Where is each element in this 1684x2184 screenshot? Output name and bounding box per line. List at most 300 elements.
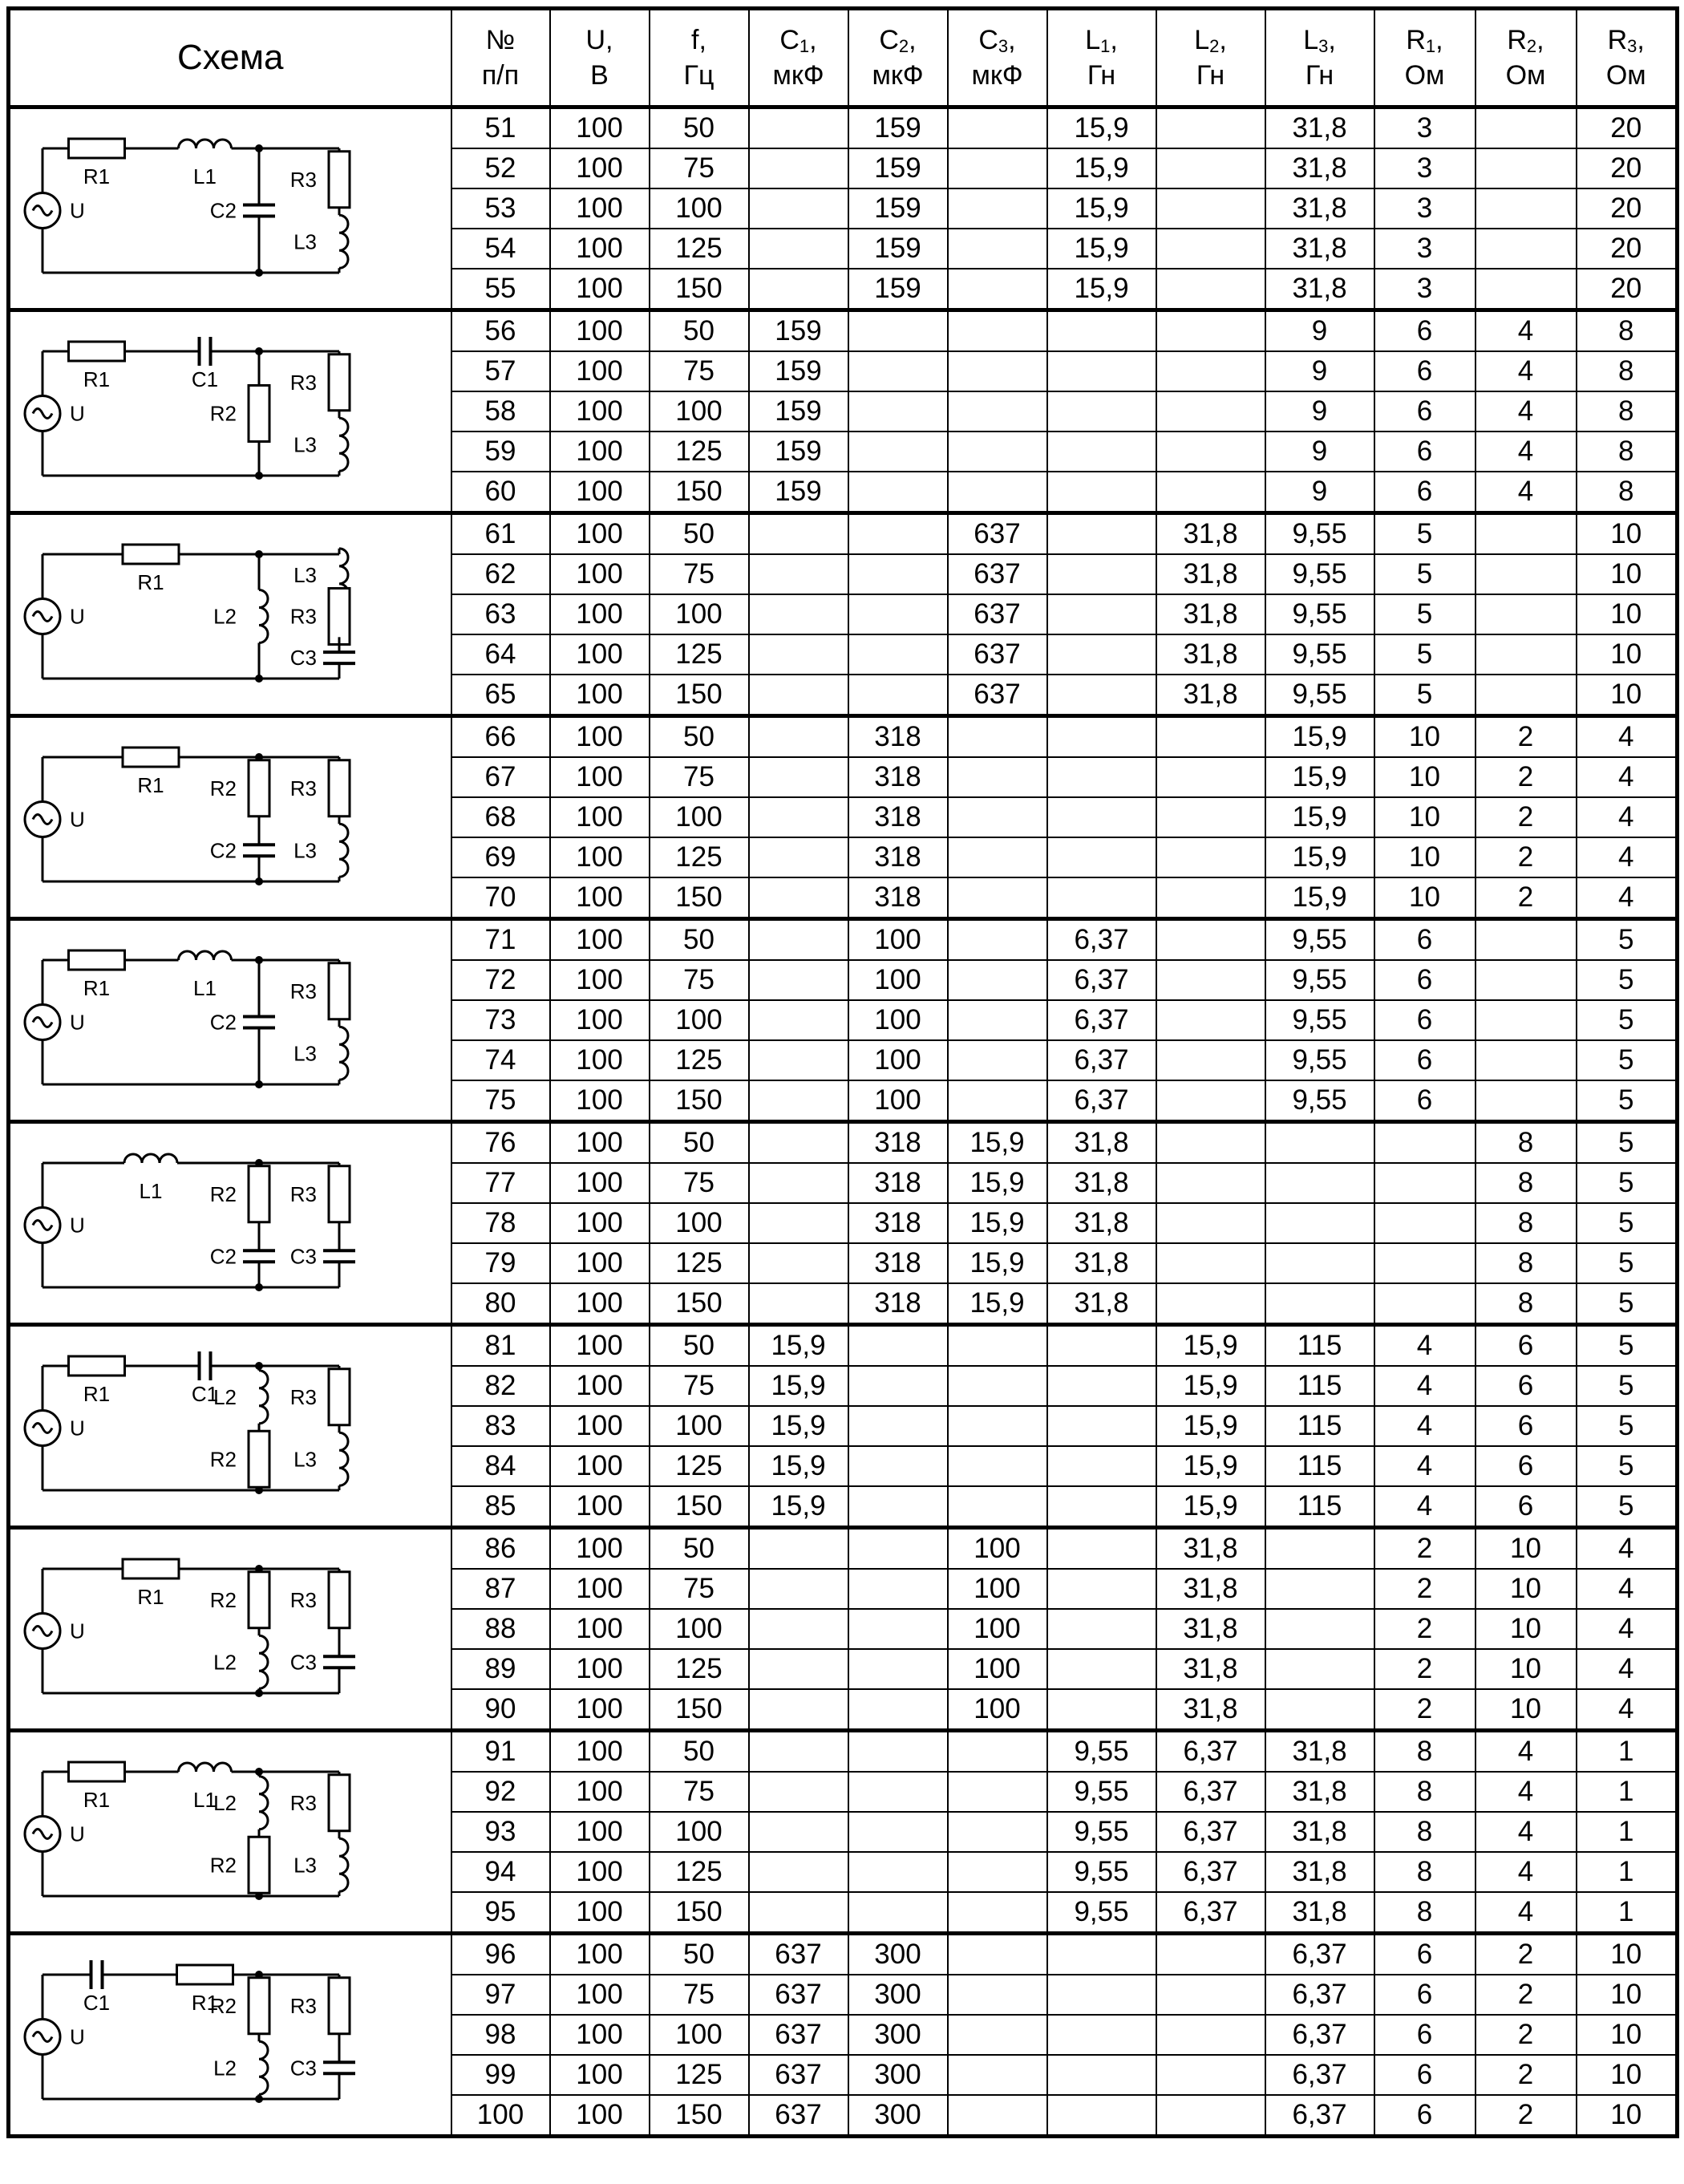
table-cell: 10 [1577, 1934, 1678, 1975]
table-cell [948, 1000, 1047, 1040]
table-cell: 125 [650, 1852, 749, 1892]
table-cell [1156, 1163, 1265, 1203]
table-cell: 31,8 [1265, 107, 1374, 149]
resistor-symbol [69, 950, 125, 970]
table-cell: 637 [948, 634, 1047, 675]
table-cell [1047, 634, 1156, 675]
table-cell: 15,9 [1047, 148, 1156, 188]
resistor-symbol [329, 355, 350, 411]
component-label: R3 [289, 1993, 317, 2018]
table-cell: 100 [948, 1609, 1047, 1649]
table-cell: 78 [451, 1203, 550, 1243]
table-cell [1156, 2015, 1265, 2055]
table-cell: 6,37 [1265, 1934, 1374, 1975]
table-cell: 54 [451, 229, 550, 269]
table-cell: 100 [550, 634, 650, 675]
table-cell [1265, 1649, 1374, 1689]
table-cell [1047, 432, 1156, 472]
table-cell: 100 [550, 1934, 650, 1975]
table-cell: 9,55 [1047, 1852, 1156, 1892]
table-cell: 100 [550, 960, 650, 1000]
table-cell [1476, 107, 1577, 149]
table-cell [1156, 107, 1265, 149]
table-cell [1476, 188, 1577, 229]
table-cell: 6 [1476, 1486, 1577, 1528]
table-cell: 637 [749, 2055, 848, 2095]
circuit-diagram [10, 522, 379, 707]
table-cell: 115 [1265, 1406, 1374, 1446]
table-cell: 15,9 [1156, 1486, 1265, 1528]
table-cell: 15,9 [1047, 269, 1156, 310]
table-cell: 15,9 [749, 1486, 848, 1528]
component-label: R3 [289, 1790, 317, 1815]
table-cell: 15,9 [1156, 1446, 1265, 1486]
table-cell: 4 [1577, 1569, 1678, 1609]
table-cell: 4 [1476, 1852, 1577, 1892]
table-cell: 4 [1577, 877, 1678, 919]
table-cell [1265, 1243, 1374, 1283]
table-row [9, 1122, 1678, 1164]
table-cell [749, 877, 848, 919]
table-cell: 5 [1577, 1366, 1678, 1406]
table-cell [749, 513, 848, 555]
table-cell: 1 [1577, 1812, 1678, 1852]
table-cell: 10 [1476, 1649, 1577, 1689]
component-label: C2 [209, 1244, 237, 1269]
table-cell: 60 [451, 472, 550, 513]
table-cell: 100 [550, 554, 650, 594]
table-cell: 4 [1374, 1446, 1476, 1486]
component-label: C2 [209, 1010, 237, 1035]
table-cell: 68 [451, 797, 550, 837]
table-cell: 79 [451, 1243, 550, 1283]
table-cell [749, 1528, 848, 1570]
table-cell [1265, 1283, 1374, 1325]
table-cell: 75 [650, 757, 749, 797]
table-cell: 9,55 [1047, 1892, 1156, 1934]
table-cell: 9,55 [1047, 1812, 1156, 1852]
header-r3: $R_3$, Ом [1577, 9, 1678, 107]
table-cell: 150 [650, 269, 749, 310]
table-cell: 31,8 [1047, 1243, 1156, 1283]
resistor-symbol [123, 748, 179, 767]
table-cell: 100 [550, 1000, 650, 1040]
table-cell: 125 [650, 1446, 749, 1486]
table-cell: 2 [1476, 797, 1577, 837]
table-cell [848, 1406, 948, 1446]
table-cell: 2 [1476, 2055, 1577, 2095]
table-cell: 6,37 [1265, 2015, 1374, 2055]
table-cell: 50 [650, 1325, 749, 1367]
table-cell [1156, 877, 1265, 919]
table-cell: 6 [1374, 960, 1476, 1000]
table-cell: 300 [848, 1934, 948, 1975]
component-label: C3 [289, 2056, 317, 2081]
table-cell [948, 391, 1047, 432]
table-cell: 100 [848, 1080, 948, 1122]
table-cell: 9,55 [1047, 1772, 1156, 1812]
component-label: U [70, 198, 85, 223]
table-cell: 62 [451, 554, 550, 594]
table-cell [1476, 1040, 1577, 1080]
table-row [9, 310, 1678, 352]
table-cell: 2 [1476, 2095, 1577, 2137]
table-cell [948, 1852, 1047, 1892]
table-cell [848, 1772, 948, 1812]
table-cell: 125 [650, 229, 749, 269]
table-cell [749, 188, 848, 229]
component-label: C3 [289, 1244, 317, 1269]
table-cell: 2 [1476, 2015, 1577, 2055]
table-cell: 15,9 [1265, 837, 1374, 877]
header-l2: $L_2$, Гн [1156, 9, 1265, 107]
table-cell: 6,37 [1047, 960, 1156, 1000]
table-cell: 9,55 [1265, 1040, 1374, 1080]
table-cell [1047, 1934, 1156, 1975]
table-cell: 15,9 [948, 1283, 1047, 1325]
table-cell: 6,37 [1156, 1731, 1265, 1773]
table-cell: 8 [1374, 1731, 1476, 1773]
component-label: R1 [137, 1585, 164, 1609]
table-cell: 100 [948, 1649, 1047, 1689]
table-cell: 50 [650, 1528, 749, 1570]
inductor-symbol [339, 824, 348, 877]
table-cell [749, 1569, 848, 1609]
table-cell: 100 [650, 594, 749, 634]
table-cell [1047, 2055, 1156, 2095]
component-label: R3 [289, 167, 317, 192]
table-cell [948, 757, 1047, 797]
table-cell [1156, 391, 1265, 432]
table-cell: 100 [550, 594, 650, 634]
table-cell [749, 919, 848, 961]
table-cell [749, 1203, 848, 1243]
table-cell [948, 2095, 1047, 2137]
table-cell: 10 [1577, 634, 1678, 675]
table-row [9, 716, 1678, 758]
table-cell [1047, 554, 1156, 594]
table-cell: 75 [650, 554, 749, 594]
circuit-schematic-cell [9, 1731, 451, 1934]
component-label: R2 [209, 1447, 237, 1472]
table-cell: 31,8 [1047, 1122, 1156, 1164]
table-cell [1156, 1243, 1265, 1283]
table-cell: 100 [650, 1609, 749, 1649]
table-cell: 100 [650, 1000, 749, 1040]
table-cell: 31,8 [1265, 1892, 1374, 1934]
table-cell: 5 [1374, 675, 1476, 716]
table-cell [1156, 1040, 1265, 1080]
table-cell: 318 [848, 1283, 948, 1325]
table-cell [948, 797, 1047, 837]
component-label: R3 [289, 1384, 317, 1409]
table-cell: 67 [451, 757, 550, 797]
table-cell [948, 1772, 1047, 1812]
table-cell: 100 [550, 1243, 650, 1283]
table-cell: 31,8 [1156, 594, 1265, 634]
resistor-symbol [329, 1978, 350, 2034]
header-l3: $L_3$, Гн [1265, 9, 1374, 107]
table-cell [1047, 1649, 1156, 1689]
component-label: L3 [293, 432, 317, 457]
table-cell: 75 [650, 1163, 749, 1203]
table-cell [749, 1689, 848, 1731]
table-cell: 125 [650, 1243, 749, 1283]
table-cell: 10 [1374, 716, 1476, 758]
table-cell [1047, 757, 1156, 797]
table-cell [1156, 269, 1265, 310]
table-row [9, 1325, 1678, 1367]
table-cell [1156, 2055, 1265, 2095]
table-cell: 8 [1374, 1772, 1476, 1812]
table-cell: 300 [848, 2095, 948, 2137]
table-cell: 31,8 [1265, 1852, 1374, 1892]
table-cell: 6,37 [1156, 1852, 1265, 1892]
table-cell [1047, 2095, 1156, 2137]
table-cell [749, 1852, 848, 1892]
table-cell: 100 [848, 919, 948, 961]
table-cell: 6 [1476, 1446, 1577, 1486]
table-cell [749, 797, 848, 837]
table-cell [948, 837, 1047, 877]
component-label: C3 [289, 646, 317, 671]
table-cell [1156, 229, 1265, 269]
table-cell: 318 [848, 1163, 948, 1203]
table-cell: 300 [848, 2055, 948, 2095]
table-cell: 15,9 [1156, 1406, 1265, 1446]
table-cell: 100 [848, 960, 948, 1000]
header-c2: $C_2$, мкФ [848, 9, 948, 107]
table-cell: 2 [1476, 877, 1577, 919]
table-cell [1047, 877, 1156, 919]
circuit-diagram [10, 1740, 379, 1924]
table-cell: 100 [650, 391, 749, 432]
inductor-symbol [339, 1432, 348, 1485]
table-cell: 57 [451, 351, 550, 391]
table-body [9, 107, 1678, 2137]
table-cell: 318 [848, 1203, 948, 1243]
table-cell: 84 [451, 1446, 550, 1486]
table-cell: 115 [1265, 1446, 1374, 1486]
circuit-diagram [10, 1131, 379, 1315]
component-label: L1 [193, 1788, 217, 1812]
table-cell [848, 1852, 948, 1892]
table-cell: 31,8 [1156, 554, 1265, 594]
table-cell: 100 [948, 1689, 1047, 1731]
table-cell: 15,9 [1265, 716, 1374, 758]
table-cell: 82 [451, 1366, 550, 1406]
table-cell: 8 [1476, 1243, 1577, 1283]
table-cell: 100 [550, 919, 650, 961]
table-cell: 100 [650, 188, 749, 229]
table-cell: 6 [1374, 2095, 1476, 2137]
table-cell: 31,8 [1156, 1649, 1265, 1689]
component-label: R2 [209, 776, 237, 800]
table-cell: 1 [1577, 1852, 1678, 1892]
table-cell: 125 [650, 1649, 749, 1689]
table-cell: 100 [550, 1892, 650, 1934]
component-label: R2 [209, 1853, 237, 1878]
table-cell: 100 [550, 2015, 650, 2055]
component-label: L2 [213, 604, 237, 629]
table-cell: 100 [948, 1569, 1047, 1609]
table-cell: 31,8 [1156, 1609, 1265, 1649]
table-cell: 75 [650, 960, 749, 1000]
table-cell: 100 [550, 877, 650, 919]
table-cell: 75 [451, 1080, 550, 1122]
table-cell [848, 472, 948, 513]
table-cell: 10 [1374, 837, 1476, 877]
table-cell [948, 1366, 1047, 1406]
table-cell: 2 [1476, 716, 1577, 758]
table-cell: 4 [1374, 1366, 1476, 1406]
table-cell: 56 [451, 310, 550, 352]
table-cell [1156, 1000, 1265, 1040]
table-cell: 5 [1577, 1000, 1678, 1040]
table-cell [1476, 919, 1577, 961]
table-cell: 6 [1374, 1934, 1476, 1975]
table-cell: 75 [650, 1975, 749, 2015]
table-cell [1156, 1283, 1265, 1325]
table-cell: 31,8 [1156, 1528, 1265, 1570]
table-cell [1476, 269, 1577, 310]
table-cell: 6,37 [1265, 2095, 1374, 2137]
table-cell [1156, 757, 1265, 797]
inductor-symbol [339, 215, 348, 268]
table-cell [749, 1772, 848, 1812]
table-cell [948, 1040, 1047, 1080]
table-cell: 300 [848, 2015, 948, 2055]
table-cell: 6 [1374, 351, 1476, 391]
table-cell: 69 [451, 837, 550, 877]
table-cell: 4 [1476, 1772, 1577, 1812]
table-cell [1156, 1975, 1265, 2015]
table-cell [749, 1892, 848, 1934]
resistor-symbol [329, 1166, 350, 1222]
component-label: C1 [83, 1991, 111, 2015]
table-cell: 73 [451, 1000, 550, 1040]
component-label: R1 [83, 164, 111, 188]
table-cell: 125 [650, 432, 749, 472]
component-label: L3 [293, 1041, 317, 1066]
table-cell [749, 269, 848, 310]
table-cell: 100 [550, 1689, 650, 1731]
table-cell [848, 1446, 948, 1486]
table-cell: 9 [1265, 391, 1374, 432]
table-cell [1047, 1446, 1156, 1486]
table-cell: 115 [1265, 1325, 1374, 1367]
component-label: U [70, 807, 85, 832]
table-cell: 100 [451, 2095, 550, 2137]
table-cell: 5 [1577, 1080, 1678, 1122]
table-cell: 9,55 [1265, 919, 1374, 961]
resistor-symbol [123, 1559, 179, 1578]
table-cell: 85 [451, 1486, 550, 1528]
component-label: R1 [137, 773, 164, 797]
table-cell: 100 [650, 2015, 749, 2055]
table-cell: 3 [1374, 269, 1476, 310]
inductor-symbol [259, 1777, 268, 1829]
table-cell: 100 [550, 432, 650, 472]
table-cell: 4 [1476, 1812, 1577, 1852]
table-cell: 100 [550, 1283, 650, 1325]
table-cell: 70 [451, 877, 550, 919]
table-cell: 80 [451, 1283, 550, 1325]
table-cell: 6 [1374, 2015, 1476, 2055]
table-cell: 100 [550, 1975, 650, 2015]
table-cell: 150 [650, 877, 749, 919]
inductor-symbol [339, 1838, 348, 1891]
table-cell: 3 [1374, 229, 1476, 269]
component-label: R2 [209, 1181, 237, 1206]
component-label: R1 [83, 1788, 111, 1812]
table-cell [1047, 1325, 1156, 1367]
table-cell: 4 [1476, 351, 1577, 391]
table-cell [948, 1080, 1047, 1122]
table-cell [1047, 513, 1156, 555]
table-cell: 2 [1374, 1569, 1476, 1609]
table-cell: 159 [749, 310, 848, 352]
table-cell: 100 [550, 1528, 650, 1570]
resistor-symbol [69, 1356, 125, 1376]
table-cell: 10 [1374, 877, 1476, 919]
table-cell: 6 [1374, 432, 1476, 472]
table-cell: 6 [1374, 1080, 1476, 1122]
table-cell: 115 [1265, 1366, 1374, 1406]
table-cell [749, 148, 848, 188]
table-cell [848, 675, 948, 716]
table-cell [948, 960, 1047, 1000]
table-cell: 15,9 [1265, 877, 1374, 919]
table-cell: 10 [1577, 675, 1678, 716]
table-cell: 6,37 [1047, 1000, 1156, 1040]
resistor-symbol [249, 386, 269, 442]
circuit-schematic-cell [9, 1528, 451, 1731]
table-cell: 5 [1374, 554, 1476, 594]
table-cell: 6,37 [1265, 2055, 1374, 2095]
table-cell: 63 [451, 594, 550, 634]
table-cell: 4 [1577, 1609, 1678, 1649]
table-cell: 100 [550, 675, 650, 716]
table-cell: 9,55 [1265, 513, 1374, 555]
table-cell: 50 [650, 919, 749, 961]
table-cell: 83 [451, 1406, 550, 1446]
table-cell: 10 [1476, 1569, 1577, 1609]
table-cell: 10 [1476, 1689, 1577, 1731]
table-cell: 8 [1577, 310, 1678, 352]
table-cell: 159 [848, 107, 948, 149]
table-cell: 150 [650, 1486, 749, 1528]
table-cell [1156, 472, 1265, 513]
table-cell: 15,9 [1047, 188, 1156, 229]
table-cell: 5 [1577, 1040, 1678, 1080]
table-cell [1476, 1080, 1577, 1122]
resistor-symbol [177, 1965, 233, 1984]
table-cell [1047, 2015, 1156, 2055]
table-cell [1156, 837, 1265, 877]
table-cell: 6 [1374, 919, 1476, 961]
table-cell: 50 [650, 513, 749, 555]
table-cell: 8 [1476, 1122, 1577, 1164]
table-cell: 15,9 [1265, 797, 1374, 837]
table-cell: 100 [550, 1649, 650, 1689]
table-cell: 31,8 [1265, 1812, 1374, 1852]
table-cell: 8 [1476, 1203, 1577, 1243]
table-cell: 100 [550, 1325, 650, 1367]
circuit-schematic-cell [9, 716, 451, 919]
table-cell [848, 1812, 948, 1852]
table-cell [948, 1446, 1047, 1486]
